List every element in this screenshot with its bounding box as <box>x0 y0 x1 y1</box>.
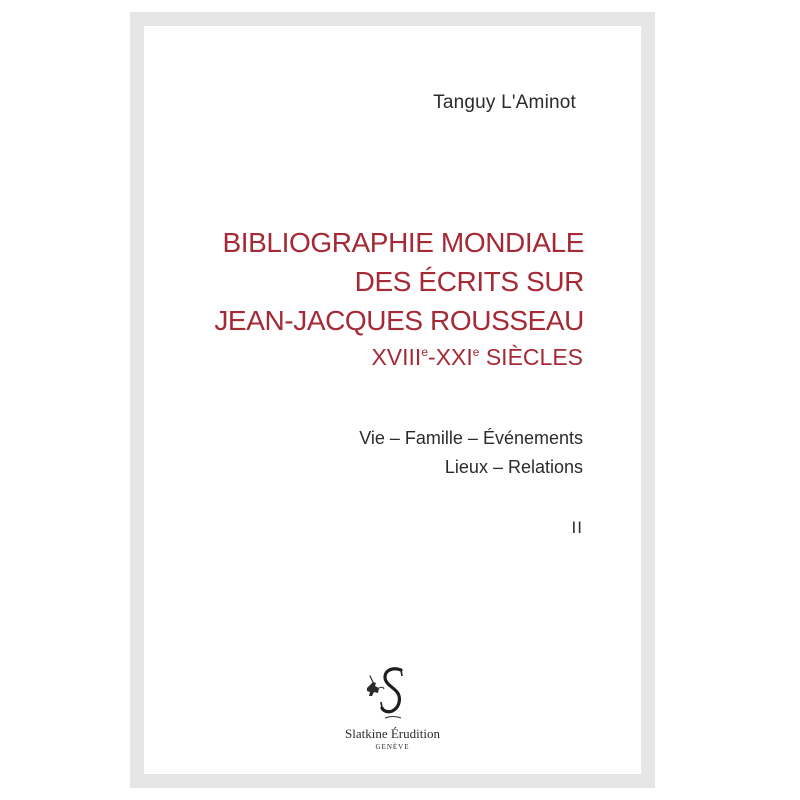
centuries-line <box>214 340 583 374</box>
century-start: XVIII <box>371 344 422 370</box>
author-name: Tanguy L'Aminot <box>433 92 576 113</box>
publisher-block <box>144 666 641 751</box>
century-separator: - <box>428 344 436 370</box>
subtitle <box>359 424 583 482</box>
subtitle-line-2: Lieux – Relations <box>444 457 583 477</box>
cover-frame <box>130 12 655 788</box>
unicorn-s-logo-icon <box>363 666 423 722</box>
title-line-3: JEAN-JACQUES ROUSSEAU <box>214 305 584 336</box>
title-line-1: BIBLIOGRAPHIE MONDIALE <box>222 227 584 258</box>
subtitle-line-1: Vie – Famille – Événements <box>359 428 583 448</box>
centuries-word: SIÈCLES <box>479 344 583 370</box>
century-start-sup: e <box>421 345 429 359</box>
book-title <box>214 223 584 374</box>
century-end-sup: e <box>472 345 480 359</box>
publisher-city: GENÈVE <box>375 743 410 751</box>
cover-page <box>144 26 641 774</box>
title-line-2: DES ÉCRITS SUR <box>354 266 584 297</box>
publisher-name: Slatkine Érudition <box>345 726 440 741</box>
century-end: XXI <box>435 344 473 370</box>
volume-number: II <box>571 518 583 537</box>
